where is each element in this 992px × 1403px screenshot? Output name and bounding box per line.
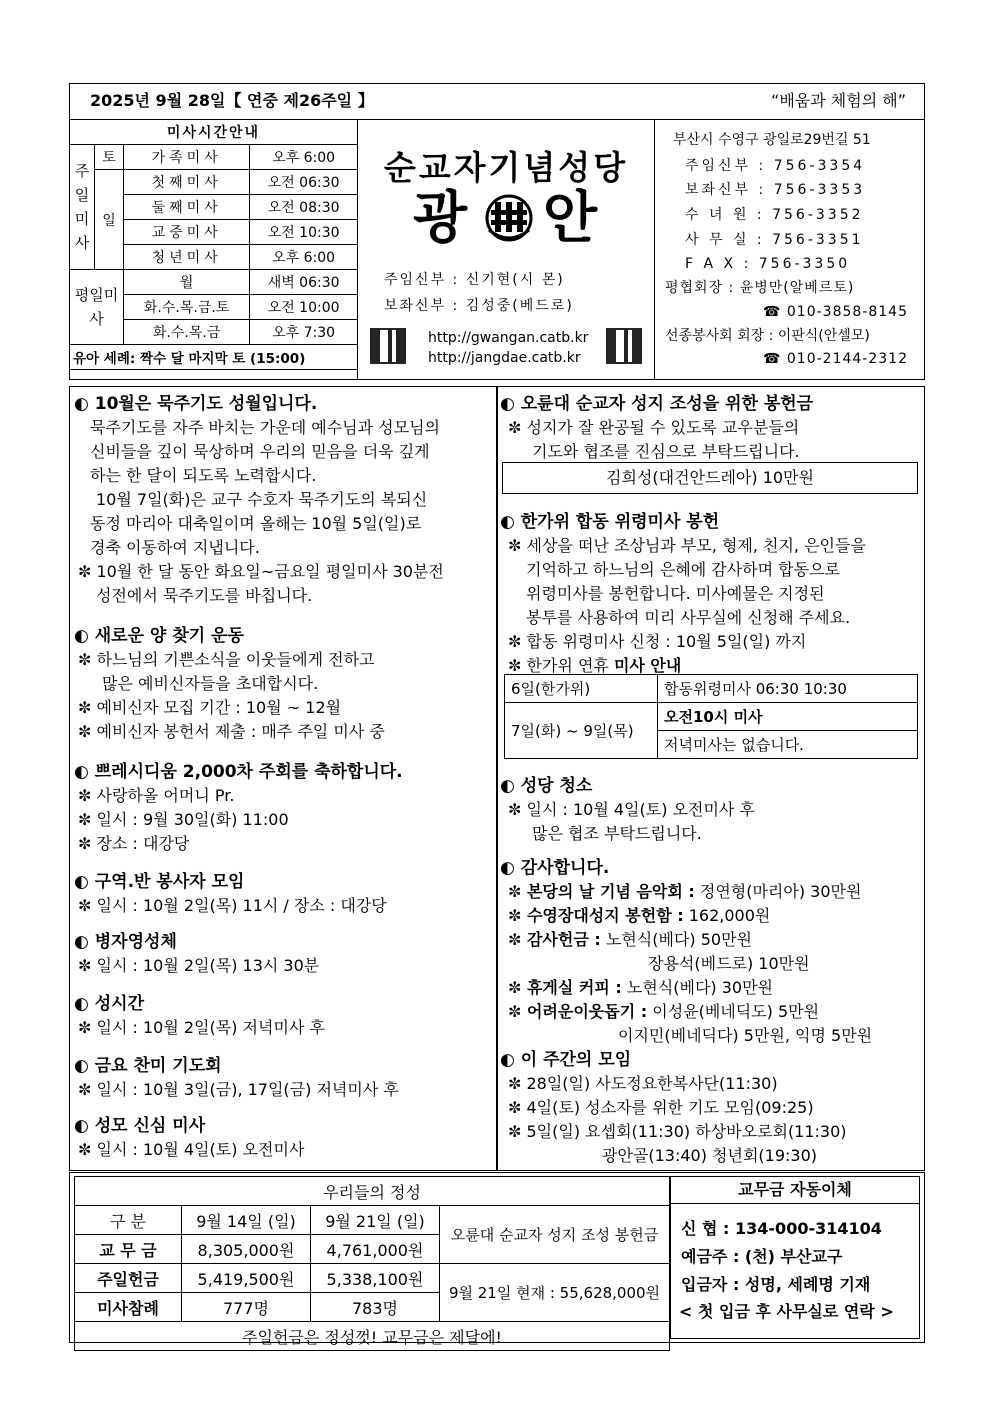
schedule-title: 미사시간안내 (70, 120, 358, 145)
schedule-table (69, 119, 358, 370)
notice-line: 이지민(베네딕다) 5만원, 익명 5만원 (618, 1026, 873, 1045)
notice-rosary (74, 392, 492, 608)
notice-line: ✼ 본당의 날 기념 음악회 : 정연형(마리아) 30만원 (508, 882, 862, 901)
notice-line: ✼ 일시 : 10월 2일(목) 저녁미사 후 (78, 1018, 325, 1037)
notice-line: 많은 협조 부탁드립니다. (532, 824, 702, 843)
notice-line: ✼ 장소 : 대강당 (78, 834, 190, 853)
address: 부산시 수영구 광일로29번길 51 (673, 132, 871, 148)
notice-line: 기도와 협조를 진심으로 부탁드립니다. (532, 442, 800, 461)
account-holder: 예금주 : (천) 부산교구 (681, 1247, 843, 1266)
notice-line: ✼ 일시 : 10월 3일(금), 17일(금) 저녁미사 후 (78, 1080, 399, 1099)
notice-line: ✼ 4일(토) 성소자를 위한 기도 모임(09:25) (508, 1098, 814, 1117)
notice-line: 경축 이동하여 지냅니다. (90, 538, 260, 557)
notice-title: ◐ 병자영성체 (74, 932, 177, 952)
notice-holy-hour (74, 992, 492, 1040)
weekday-day: 화.수.목.금 (124, 320, 250, 345)
donor-box: 김희성(대건안드레아) 10만원 (502, 462, 918, 494)
mass-time: 오전 06:30 (250, 170, 358, 195)
notice-line: ✼ 일시 : 10월 4일(토) 오전미사 후 (508, 800, 755, 819)
mass-schedule (69, 119, 358, 380)
notice-line: 10월 7일(화)은 교구 수호자 묵주기도의 복되신 (96, 490, 428, 509)
offering-value: 5,419,500원 (182, 1264, 311, 1293)
offering-head: 9월 14일 (일) (182, 1206, 311, 1235)
mass-name: 첫째미사 (124, 170, 250, 195)
contact-note: < 첫 입금 후 사무실로 연락 > (679, 1302, 894, 1321)
notice-title: ◐ 감사합니다. (500, 858, 610, 878)
auto-transfer-box (670, 1176, 920, 1339)
notice-line: ✼ 일시 : 10월 2일(목) 13시 30분 (78, 956, 320, 975)
notice-cleaning (500, 774, 920, 846)
notice-line: ✼ 28일(일) 사도정요한복사단(11:30) (508, 1074, 778, 1093)
notice-volunteers (74, 870, 492, 918)
sat-label: 토 (95, 145, 124, 170)
phone-line: 수 녀 원 : 756-3352 (685, 207, 864, 223)
mass-name: 가족미사 (124, 145, 250, 170)
website-link[interactable]: http://gwangan.catb.kr (428, 330, 589, 346)
emblem-icon (481, 190, 537, 246)
table-cell: 저녁미사는 없습니다. (658, 731, 918, 759)
notice-line: 하는 한 달이 되도록 노력합시다. (90, 466, 317, 485)
notice-line: 묵주기도를 자주 바치는 가운데 예수님과 성모님의 (90, 418, 441, 437)
offering-head: 9월 21일 (일) (311, 1206, 440, 1235)
notice-line: 광안골(13:40) 청년회(19:30) (602, 1146, 818, 1165)
mass-name: 교중미사 (124, 220, 250, 245)
church-name: 순교자기념성당 (383, 148, 629, 187)
notice-line: ✼ 성지가 잘 완공될 수 있도록 교우분들의 (508, 418, 800, 437)
qr-code-icon[interactable] (370, 328, 406, 364)
weekday-day: 화.수.목.금.토 (124, 295, 250, 320)
notice-communion (74, 930, 492, 978)
notice-line: ✼ 수영장대성지 봉헌함 : 162,000원 (508, 906, 771, 925)
table-cell: 7일(화) ~ 9일(목) (505, 703, 658, 759)
baptism-note: 유아 세례: 짝수 달 마지막 토 (15:00) (70, 345, 358, 370)
notice-praesidium (74, 760, 492, 856)
notice-line: 신비들을 깊이 묵상하며 우리의 믿음을 더욱 깊게 (90, 442, 430, 461)
notice-praise (74, 1054, 492, 1102)
offering-footer: 주일헌금은 정성껏! 교무금은 제달에! (75, 1322, 670, 1351)
column-divider (496, 386, 498, 1171)
mass-time: 오후 6:00 (250, 145, 358, 170)
notice-title: ◐ 오륜대 순교자 성지 조성을 위한 봉헌금 (500, 394, 814, 414)
shrine-fund-title: 오륜대 순교자 성지 조성 봉헌금 (440, 1206, 670, 1264)
chuseok-table (504, 674, 918, 759)
offering-value: 777명 (182, 1293, 311, 1322)
auto-transfer-title: 교무금 자동이체 (671, 1177, 919, 1204)
notice-line: 성전에서 묵주기도를 바칩니다. (96, 586, 313, 605)
weekday-time: 오전 10:00 (250, 295, 358, 320)
notice-title: ◐ 10월은 묵주기도 성월입니다. (74, 394, 318, 414)
notice-evangelization (74, 624, 492, 744)
notice-line: ✼ 예비신자 모집 기간 : 10월 ~ 12월 (78, 698, 342, 717)
notice-title: ◐ 새로운 양 찾기 운동 (74, 626, 244, 646)
fax-line: F A X : 756-3350 (685, 256, 851, 272)
offering-title: 우리들의 정성 (75, 1177, 670, 1206)
notice-title: ◐ 성당 청소 (500, 776, 593, 796)
weekday-label: 평일미사 (70, 270, 124, 345)
notice-title: ◐ 이 주간의 모임 (500, 1050, 632, 1070)
evangel-phone: ☎ 010-2144-2312 (763, 351, 908, 367)
payer-note: 입금자 : 성명, 세례명 기재 (681, 1275, 871, 1294)
contacts-block (654, 119, 925, 380)
phone-line: 사 무 실 : 756-3351 (685, 232, 864, 248)
offering-head: 구 분 (75, 1206, 182, 1235)
notice-title: ◐ 쁘레시디움 2,000차 주회를 축하합니다. (74, 762, 403, 782)
notice-line: ✼ 일시 : 10월 4일(토) 오전미사 (78, 1140, 305, 1159)
notice-line: ✼ 일시 : 10월 2일(목) 11시 / 장소 : 대강당 (78, 896, 387, 915)
pastor: 주임신부 : 신기현(시 몬) (384, 272, 565, 288)
phone-line: 주임신부 : 756-3354 (685, 158, 866, 174)
notice-chuseok-mass (500, 510, 920, 754)
notice-thanks (500, 856, 920, 1048)
mass-time: 오전 08:30 (250, 195, 358, 220)
header-bar (69, 83, 925, 120)
qr-code-icon[interactable] (606, 328, 642, 364)
notice-line: ✼ 한가위 연휴 미사 안내 (508, 656, 682, 675)
notice-line: ✼ 합동 위령미사 신청 : 10월 5일(일) 까지 (508, 632, 807, 651)
church-name-left: 광 (413, 186, 468, 251)
sunday-label: 주일미사 (70, 145, 95, 270)
notice-line: ✼ 어려운이웃돕기 : 이성윤(베네딕도) 5만원 (508, 1002, 820, 1021)
offering-value: 783명 (311, 1293, 440, 1322)
phone-line: 보좌신부 : 756-3353 (685, 182, 866, 198)
notice-line: ✼ 사랑하올 어머니 Pr. (78, 786, 235, 805)
notice-marian-mass (74, 1114, 492, 1162)
table-cell: 오전10시 미사 (658, 703, 918, 731)
notice-title: ◐ 구역.반 봉사자 모임 (74, 872, 245, 892)
notice-line: 위령미사를 봉헌합니다. 미사예물은 지정된 (526, 584, 825, 603)
church-title-block (357, 119, 655, 380)
notice-line: ✼ 예비신자 봉헌서 제출 : 매주 주일 미사 중 (78, 722, 385, 741)
offering-value: 8,305,000원 (182, 1235, 311, 1264)
weekday-time: 오후 7:30 (250, 320, 358, 345)
notice-title: ◐ 성시간 (74, 994, 145, 1014)
church-name-right: 안 (543, 186, 598, 251)
table-cell: 6일(한가위) (505, 675, 658, 703)
notice-weekly-meetings (500, 1048, 920, 1168)
notice-title: ◐ 한가위 합동 위령미사 봉헌 (500, 512, 720, 532)
sun-label: 일 (95, 170, 124, 270)
notice-line: 기억하고 하느님의 은혜에 감사하며 합동으로 (526, 560, 841, 579)
notice-line: 장용석(베드로) 10만원 (648, 954, 810, 973)
notice-line: 봉투를 사용하여 미리 사무실에 신청해 주세요. (526, 608, 851, 627)
offering-row-label: 미사참례 (75, 1293, 182, 1322)
notice-line: ✼ 하느님의 기쁜소식을 이웃들에게 전하고 (78, 650, 375, 669)
notice-line: 동정 마리아 대축일이며 올해는 10월 5일(일)로 (90, 514, 422, 533)
notice-line: ✼ 세상을 떠난 조상님과 부모, 형제, 친지, 은인들을 (508, 536, 866, 555)
offering-value: 5,338,100원 (311, 1264, 440, 1293)
notice-title: ◐ 성모 신심 미사 (74, 1116, 206, 1136)
notice-line: ✼ 5일(일) 요셉회(11:30) 하상바오로회(11:30) (508, 1122, 847, 1141)
notice-line: ✼ 10월 한 달 동안 화요일~금요일 평일미사 30분전 (78, 562, 444, 581)
offering-row-label: 교 무 금 (75, 1235, 182, 1264)
assistant-pastor: 보좌신부 : 김성중(베드로) (384, 298, 574, 314)
council-phone: ☎ 010-3858-8145 (763, 304, 908, 320)
offering-table (74, 1176, 670, 1351)
mass-time: 오전 10:30 (250, 220, 358, 245)
table-cell: 합동위령미사 06:30 10:30 (658, 675, 918, 703)
motto: “배움과 체험의 해” (771, 91, 906, 110)
evangel-president: 선종봉사회 회장 : 이판식(안셀모) (665, 328, 870, 344)
council-president: 평협회장 : 윤병만(알베르토) (665, 280, 855, 296)
offering-value: 4,761,000원 (311, 1235, 440, 1264)
notice-line: ✼ 감사헌금 : 노현식(베다) 50만원 (508, 930, 752, 949)
mass-name: 둘째미사 (124, 195, 250, 220)
bank-account: 신 협 : 134-000-314104 (681, 1219, 882, 1238)
notice-shrine-offering (500, 392, 920, 487)
notice-line: ✼ 일시 : 9월 30일(화) 11:00 (78, 810, 289, 829)
notice-title: ◐ 금요 찬미 기도회 (74, 1056, 222, 1076)
weekday-day: 월 (124, 270, 250, 295)
notice-line: ✼ 휴게실 커피 : 노현식(베다) 30만원 (508, 978, 774, 997)
notice-line: 많은 예비신자들을 초대합시다. (102, 674, 319, 693)
mass-name: 청년미사 (124, 245, 250, 270)
mass-time: 오후 6:00 (250, 245, 358, 270)
bulletin-date: 2025년 9월 28일【 연중 제26주일 】 (90, 91, 374, 110)
website-link[interactable]: http://jangdae.catb.kr (428, 350, 581, 366)
weekday-time: 새벽 06:30 (250, 270, 358, 295)
offering-row-label: 주일헌금 (75, 1264, 182, 1293)
shrine-fund-total: 9월 21일 현재 : 55,628,000원 (440, 1264, 670, 1322)
